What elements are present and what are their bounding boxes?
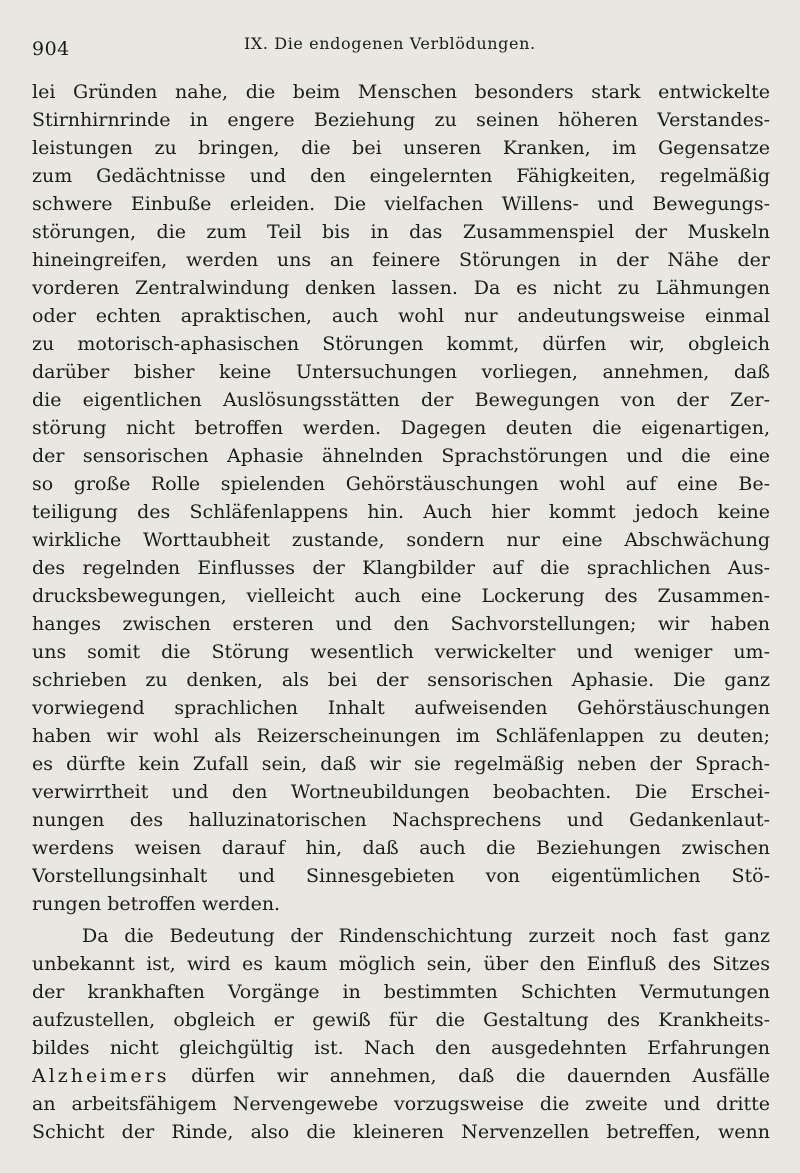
text-line: zum Gedächtnisse und den eingelernten Fähigkeiten, regelmäßig	[32, 165, 770, 187]
text-line: der krankhaften Vorgänge in bestimmten Schichten Vermutungen	[32, 981, 770, 1003]
text-line	[32, 1062, 770, 1090]
text-fragment: dürfen wir annehmen, daß die dauernden Ausfälle	[191, 1065, 770, 1087]
text-line: nungen des halluzinatorischen Nachsprechens und Gedankenlaut-	[32, 809, 770, 831]
text-line: rungen betroffen werden.	[32, 893, 281, 915]
text-line: an arbeitsfähigem Nervengewebe vorzugsweise die zweite und dritte	[32, 1093, 770, 1115]
text-line: hanges zwischen ersteren und den Sachvorstellungen; wir haben	[32, 613, 770, 635]
text-line: es dürfte kein Zufall sein, daß wir sie regelmäßig neben der Sprach-	[32, 753, 770, 775]
text-line: verwirrtheit und den Wortneubildungen beobachten. Die Erschei-	[32, 781, 770, 803]
running-head	[32, 32, 770, 64]
text-line: bildes nicht gleichgültig ist. Nach den ausgedehnten Erfahrungen	[32, 1037, 770, 1059]
text-line: aufzustellen, obgleich er gewiß für die Gestaltung des Krankheits-	[32, 1009, 770, 1031]
text-line: werdens weisen darauf hin, daß auch die Beziehungen zwischen	[32, 837, 770, 859]
body-text	[32, 78, 770, 1146]
paragraph-1	[32, 78, 770, 918]
text-line: störung nicht betroffen werden. Dagegen deuten die eigenartigen,	[32, 417, 770, 439]
text-line: unbekannt ist, wird es kaum möglich sein, über den Einfluß des Sitzes	[32, 953, 770, 975]
text-line: Da die Bedeutung der Rindenschichtung zurzeit noch fast ganz	[82, 925, 770, 947]
text-line: hineingreifen, werden uns an feinere Störungen in der Nähe der	[32, 249, 770, 271]
text-line: wirkliche Worttaubheit zustande, sondern nur eine Abschwächung	[32, 529, 770, 551]
text-line: zu motorisch-aphasischen Störungen kommt, dürfen wir, obgleich	[32, 333, 770, 355]
text-line: die eigentlichen Auslösungsstätten der Bewegungen von der Zer-	[32, 389, 770, 411]
text-line: lei Gründen nahe, die beim Menschen besonders stark entwickelte	[32, 81, 770, 103]
text-line: vorwiegend sprachlichen Inhalt aufweisenden Gehörstäuschungen	[32, 697, 770, 719]
text-line: haben wir wohl als Reizerscheinungen im Schläfenlappen zu deuten;	[32, 725, 770, 747]
text-line: darüber bisher keine Untersuchungen vorliegen, annehmen, daß	[32, 361, 770, 383]
text-line: Vorstellungsinhalt und Sinnesgebieten von eigentümlichen Stö-	[32, 865, 770, 887]
text-line: leistungen zu bringen, die bei unseren Kranken, im Gegensatze	[32, 137, 770, 159]
text-line: der sensorischen Aphasie ähnelnden Sprachstörungen und die eine	[32, 445, 770, 467]
text-line: teiligung des Schläfenlappens hin. Auch hier kommt jedoch keine	[32, 501, 770, 523]
paragraph-2	[32, 922, 770, 1146]
text-line: Schicht der Rinde, also die kleineren Nervenzellen betreffen, wenn	[32, 1121, 770, 1143]
text-line: oder echten apraktischen, auch wohl nur andeutungsweise einmal	[32, 305, 770, 327]
running-title: IX. Die endogenen Verblödungen.	[244, 34, 536, 53]
page-number: 904	[32, 38, 70, 60]
author-name-spaced: Alzheimers	[32, 1065, 170, 1087]
text-line: uns somit die Störung wesentlich verwickelter und weniger um-	[32, 641, 770, 663]
text-line: so große Rolle spielenden Gehörstäuschungen wohl auf eine Be-	[32, 473, 770, 495]
text-line: schwere Einbuße erleiden. Die vielfachen Willens- und Bewegungs-	[32, 193, 770, 215]
text-line: schrieben zu denken, als bei der sensorischen Aphasie. Die ganz	[32, 669, 770, 691]
text-line: des regelnden Einflusses der Klangbilder auf die sprachlichen Aus-	[32, 557, 770, 579]
text-line: störungen, die zum Teil bis in das Zusammenspiel der Muskeln	[32, 221, 770, 243]
text-line: Stirnhirnrinde in engere Beziehung zu seinen höheren Verstandes-	[32, 109, 770, 131]
text-line: drucksbewegungen, vielleicht auch eine Lockerung des Zusammen-	[32, 585, 770, 607]
text-line: vorderen Zentralwindung denken lassen. Da es nicht zu Lähmungen	[32, 277, 770, 299]
